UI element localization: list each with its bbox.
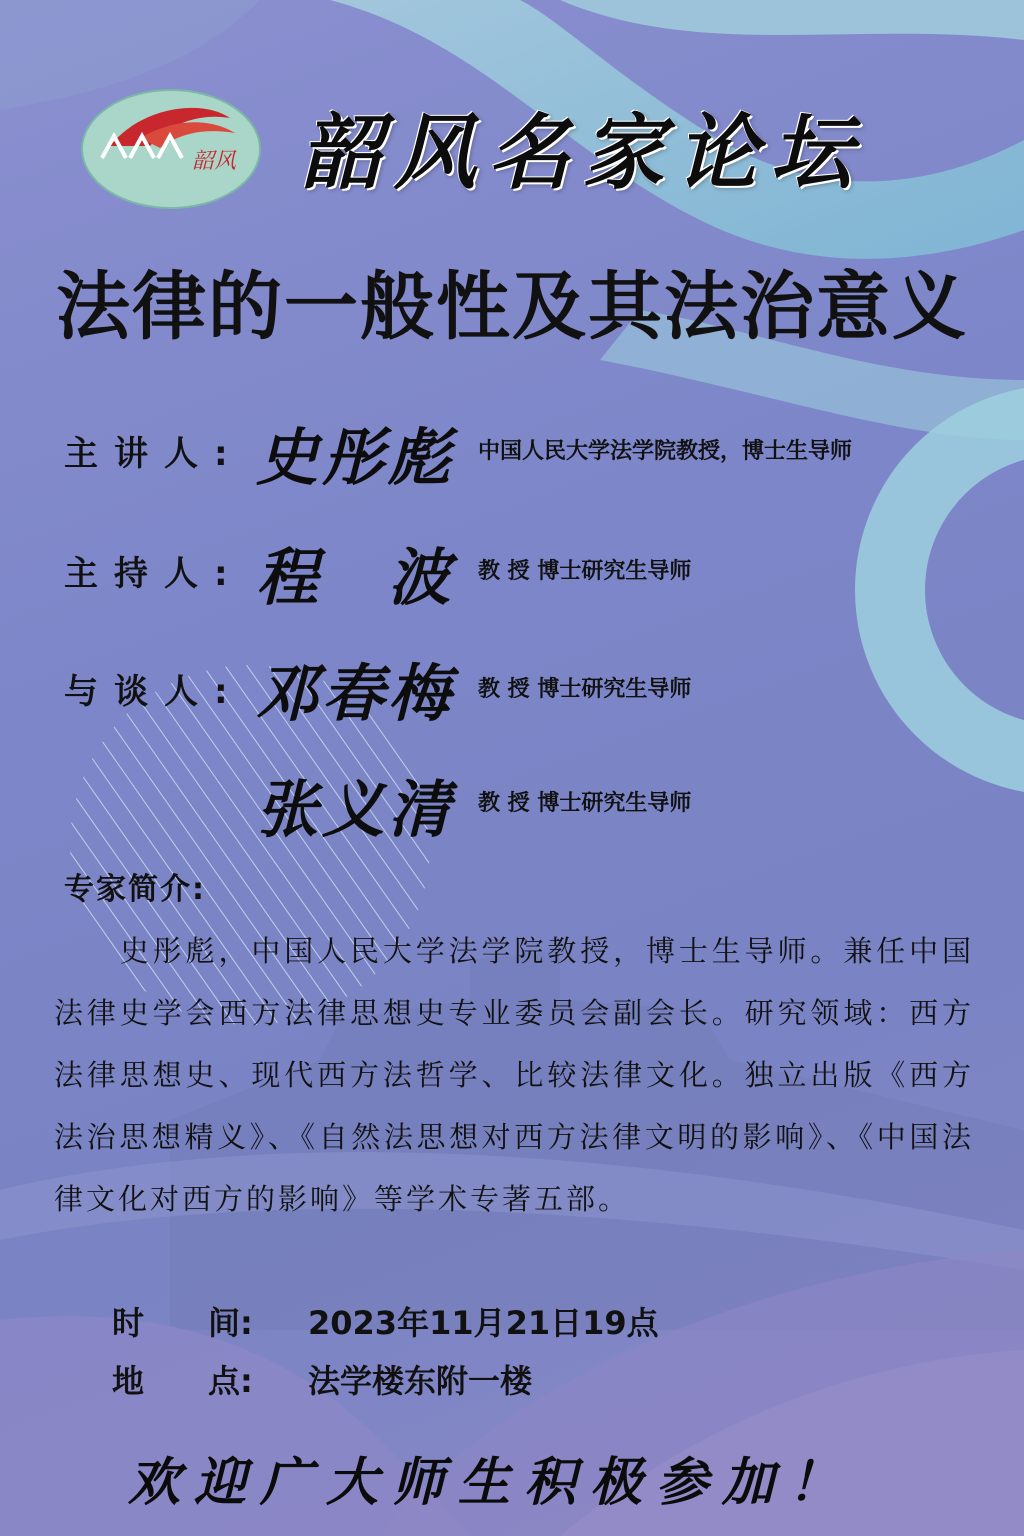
discussant-desc-1: 教 授 博士研究生导师 [478,677,692,702]
discussant-desc-2: 教 授 博士研究生导师 [478,791,692,816]
discussant-role: 与谈人: [64,672,244,712]
welcome-message: 欢迎广大师生积极参加！ [128,1452,855,1513]
logo-text: 韶风 [192,149,237,174]
forum-title: 韶风名家论坛 [300,105,864,201]
time-label: 时 间: [112,1304,253,1342]
logo [80,88,262,210]
lecture-title: 法律的一般性及其法治意义 [56,264,968,350]
host-desc: 教 授 博士研究生导师 [478,559,692,584]
place-label: 地 点: [112,1362,253,1400]
speaker-name: 史彤彪 [256,421,455,494]
host-name: 程 波 [256,541,455,614]
host-role: 主持人: [64,554,244,594]
discussant-name-1: 邓春梅 [256,657,455,730]
discussant-name-2: 张义清 [256,773,455,846]
place-value: 法学楼东附一楼 [308,1362,533,1400]
intro-text: 史彤彪，中国人民大学法学院教授，博士生导师。兼任中国法律史学会西方法律思想史专业委员会副会长。研究领域：西方法律思想史、现代西方法哲学、比较法律文化。独立出版《西方法治思想精义》、《自然法思想对西方法律文明的影响》、《中国法律文化对西方的影响》等学术专著五部。 [54,934,974,1216]
intro-label: 专家简介: [64,872,206,907]
speaker-desc: 中国人民大学法学院教授，博士生导师 [478,439,853,464]
time-value: 2023年11月21日19点 [308,1304,659,1342]
speaker-role: 主讲人: [64,434,244,474]
